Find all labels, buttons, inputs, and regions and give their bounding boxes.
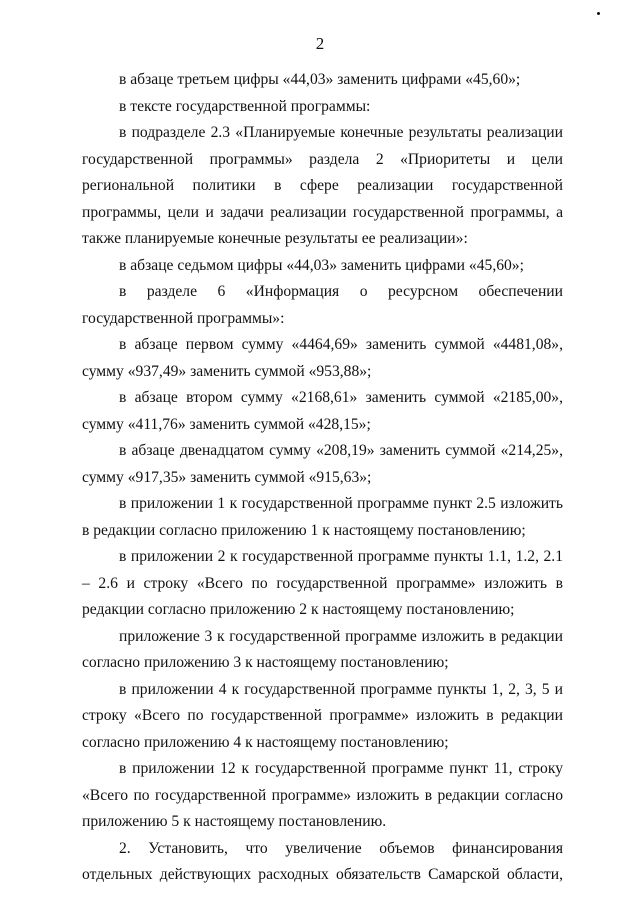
paragraph-8: в абзаце двенадцатом сумму «208,19» заменить суммой «214,25», сумму «917,35» заменить суммой «915,63»; (82, 442, 563, 486)
paragraph-11: приложение 3 к государственной программе изложить в редакции согласно приложению 3 к настоящему постановлению; (82, 627, 563, 671)
paragraph-1: в абзаце третьем цифры «44,03» заменить цифрами «45,60»; (119, 71, 521, 88)
paragraph-14: 2. Установить, что увеличение объемов финансирования отдельных действующих расходных обязательств Самарской области, (82, 839, 563, 883)
paragraph-12: в приложении 4 к государственной программе пункты 1, 2, 3, 5 и строку «Всего по государственной программе» изложить в редакции согласно приложению 4 к настоящему постановлению; (82, 680, 563, 751)
paragraph-13: в приложении 12 к государственной программе пункт 11, строку «Всего по государственной программе» изложить в редакции согласно приложению 5 к настоящему постановлению. (82, 760, 563, 830)
paragraph-6: в абзаце первом сумму «4464,69» заменить суммой «4481,08», сумму «937,49» заменить суммой «953,88»; (82, 336, 563, 380)
paragraph-4: в абзаце седьмом цифры «44,03» заменить цифрами «45,60»; (119, 256, 524, 274)
paragraph-3: в подразделе 2.3 «Планируемые конечные результаты реализации государственной программы» раздела 2 «Приоритеты и цели региональной политики в сфере реализации государственной программы, цели и задачи реализации государственной программы, а также планируемые конечные результаты ее реализации»: (82, 124, 563, 247)
document-body (82, 67, 563, 889)
paragraph-9: в приложении 1 к государственной программе пункт 2.5 изложить в редакции согласно приложению 1 к настоящему постановлению; (82, 495, 563, 539)
paragraph-10: в приложении 2 к государственной программе пункты 1.1, 1.2, 2.1 – 2.6 и строку «Всего по государственной программе» изложить в редакции согласно приложению 2 к настоящему постановлению; (82, 548, 563, 618)
paragraph-2: в тексте государственной программы: (119, 97, 371, 115)
paragraph-5: в разделе 6 «Информация о ресурсном обеспечении государственной программы»: (82, 283, 563, 327)
paragraph-7: в абзаце втором сумму «2168,61» заменить суммой «2185,00», сумму «411,76» заменить суммой «428,15»; (82, 389, 563, 433)
scan-speck (597, 12, 600, 15)
page-number: 2 (315, 34, 325, 53)
